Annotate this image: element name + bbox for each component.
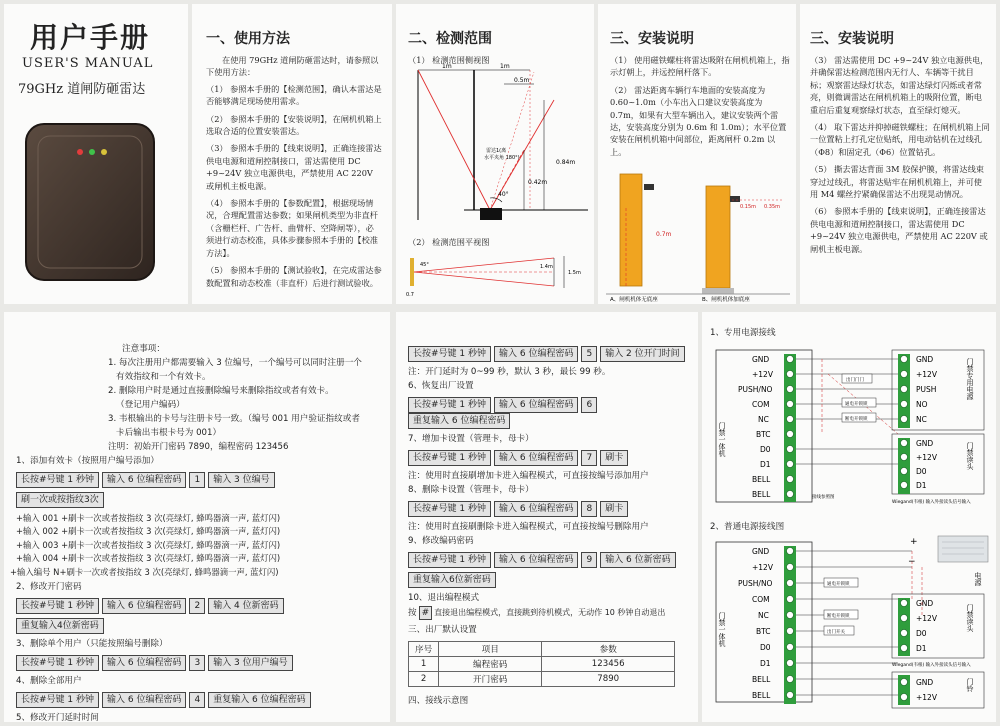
radar-device-image [24, 122, 158, 284]
table-row [409, 657, 675, 672]
range-heading: 二、检测范围 [408, 31, 492, 47]
plan-label-45deg: 45° [420, 262, 429, 268]
step-10-line [408, 606, 690, 620]
term-label: BTC [756, 627, 771, 636]
seq-key: 9 [581, 552, 597, 568]
side-label-1m-a: 1m [442, 63, 452, 70]
seq-key: 输入 6 位编程密码 [494, 450, 578, 466]
psu-term: PUSH [916, 385, 937, 394]
step-2-sequence [16, 598, 380, 614]
step-3-title: 3、删除单个用户（只能按照编号删除） [16, 639, 168, 650]
side-label-1m-b: 1m [500, 63, 510, 70]
install-heading: 三、安装说明 [610, 31, 694, 47]
seq-key: 5 [581, 346, 597, 362]
wiring-panel [702, 312, 996, 722]
defaults-table [408, 641, 675, 687]
seq-key: 刷卡 [600, 501, 628, 517]
term-label: GND [752, 547, 770, 556]
relay-close-label-2: 断电开锁锁 [827, 614, 850, 619]
install2-item-6: （6） 参照本手册的【线束说明】，正确连接雷达供电电源和道闸控制接口，雷达需使用 DC +9~24V 独立电源供电，严禁使用 AC 220V 或闸机主板电源。 [810, 206, 988, 254]
seq-key: 输入 3 位用户编号 [208, 655, 292, 671]
seq-key: 刷一次或按指纹3次 [16, 492, 104, 508]
notes-line-3: 2. 删除用户时是通过直接删除编号来删除指纹或者有效卡。 [108, 386, 334, 396]
bell-label: 门铃 [966, 678, 974, 692]
install2-item-5: （5） 撕去雷达背面 3M 胶保护膜，将雷达线束穿过过线孔，将雷达贴牢在闸机机箱上，并可使用 M4 螺丝拧紧确保雷达不出现晃动情况。 [810, 164, 984, 200]
cover-title: 用户手册 [30, 21, 151, 54]
psu-plus-sign: + [910, 537, 918, 547]
term-label: BELL [752, 475, 771, 484]
weigand-note-2: Wiegand(韦根) 输入外接读头信号输入 [892, 663, 971, 668]
seq-key: 刷卡 [600, 450, 628, 466]
reader-label-1: 门禁读头 [966, 442, 974, 470]
step-4-title: 4、删除全部用户 [16, 676, 82, 687]
table-header-row [409, 642, 675, 657]
table-header-cell: 参数 [542, 642, 675, 657]
step-4-sequence [16, 692, 380, 708]
side-label-084m: 0.84m [556, 159, 576, 166]
side-label-05m: 0.5m [514, 77, 530, 84]
step-7-note: 注：使用时直接刷增加卡进入编程模式，可直接按编号添加用户 [408, 471, 649, 481]
relay-open-label-2: 通电开锁锁 [827, 582, 850, 587]
notes-line-1: 1. 每次注册用户都需要输入 3 位编号，一个编号可以同时注册一个 [108, 358, 362, 368]
notes-line-6: 卡后输出韦根卡号为 001） [116, 428, 222, 438]
fig-label-015m: 0.15m [740, 204, 757, 210]
usage-heading: 一、使用方法 [206, 31, 290, 47]
term-label: BELL [752, 691, 771, 700]
seq-key: 输入 6 位编程密码 [102, 692, 186, 708]
table-header-cell: 序号 [409, 642, 439, 657]
exit-button-label: 出门门门 [846, 378, 864, 383]
side-label-radar-2: 水平夹角 180°) [484, 155, 520, 161]
install-figure [606, 154, 790, 302]
unit-label-2: 门禁一体机 [718, 612, 726, 647]
step-9-sequence [408, 552, 690, 568]
reader-term: D0 [916, 467, 927, 476]
range-plan-caption: （2） 检测范围平视图 [408, 237, 490, 247]
wiring-title-2: 2、普通电源接线图 [710, 522, 785, 532]
plan-view-diagram [404, 252, 588, 300]
table-row [409, 672, 675, 687]
wiring-diagrams [702, 312, 996, 722]
reader2-term: D1 [916, 644, 927, 653]
term-label: COM [752, 400, 770, 409]
seq-key: 长按#号键 1 秒钟 [408, 346, 491, 362]
seq-key: 重复输入4位新密码 [16, 618, 104, 634]
defaults-heading: 三、出厂默认设置 [408, 625, 477, 635]
plan-label-15m: 1.5m [568, 270, 581, 276]
step-5-sequence [408, 346, 690, 362]
term-label: GND [752, 355, 770, 364]
step-10-title: 10、退出编程模式 [408, 593, 480, 603]
side-label-radar-1: 雷达1(离 [486, 148, 507, 154]
step-1-sequence [16, 472, 380, 488]
seq-key: 输入 6 位编程密码 [102, 598, 186, 614]
usage-item-5: （5） 参照本手册的【测试验收】，在完成雷达参数配置和动态校准（非直杆）后进行测试验收。 [206, 265, 382, 288]
table-cell: 7890 [542, 672, 675, 687]
term-label: COM [752, 595, 770, 604]
fig-label-035m: 0.35m [764, 204, 781, 210]
install-panel [598, 4, 796, 304]
table-cell: 1 [409, 657, 439, 672]
table-cell: 编程密码 [439, 657, 542, 672]
add-line-3: +输入 003 +刷卡一次或者按指纹 3 次(亮绿灯, 蜂鸣器滴一声, 蓝灯闪) [16, 539, 281, 550]
seq-key: 长按#号键 1 秒钟 [16, 598, 99, 614]
usage-item-4: （4） 参照本手册的【参数配置】，根据现场情况，合理配置雷达参数；如果闸机类型为非直杆（含栅栏杆、广告杆、曲臂杆、空降闸等），必须进行动态校准，具体步骤参照本手册的【校准方法】。 [206, 198, 378, 258]
term-label: +12V [752, 563, 773, 572]
reader-term: D1 [916, 481, 927, 490]
exit-prefix: 按 [408, 608, 417, 618]
step-7-title: 7、增加卡设置（管理卡，母卡） [408, 434, 534, 444]
install2-heading: 三、安装说明 [810, 31, 894, 47]
term-label: BTC [756, 430, 771, 439]
seq-key: 输入 6 位编程密码 [494, 501, 578, 517]
reader2-term: +12V [916, 614, 937, 623]
psu-term: GND [916, 355, 934, 364]
seq-key: 长按#号键 1 秒钟 [16, 472, 99, 488]
seq-key: 输入 6 位编程密码 [102, 472, 186, 488]
term-label: PUSH/NO [738, 579, 773, 588]
term-label: D0 [760, 643, 771, 652]
term-label: D1 [760, 659, 771, 668]
seq-key: 4 [189, 692, 205, 708]
cover-product: 79GHz 道闸防砸雷达 [18, 82, 146, 97]
psu-term: NO [916, 400, 928, 409]
seq-key: 输入 6 位新密码 [600, 552, 675, 568]
install2-item-4: （4） 取下雷达并抑掉磁铁螺柱；在闸机机箱上同一位置粘上打孔定位贴纸，用电动钻机在过线孔（Φ8）和固定孔（Φ6）位置钻孔。 [810, 122, 990, 157]
seq-key: 长按#号键 1 秒钟 [408, 397, 491, 413]
term-label: NC [758, 611, 769, 620]
seq-key: 2 [189, 598, 205, 614]
usage-panel [192, 4, 392, 304]
step-2-title: 2、修改开门密码 [16, 582, 82, 593]
table-cell: 2 [409, 672, 439, 687]
seq-key: 输入 4 位新密码 [208, 598, 283, 614]
seq-key: 6 [581, 397, 597, 413]
wiring-ref-label: 接线参照图 [812, 495, 835, 500]
install2-panel [800, 4, 996, 304]
seq-key: 输入 6 位编程密码 [494, 552, 578, 568]
step-8-title: 8、删除卡设置（管理卡，母卡） [408, 485, 534, 495]
exit-button-label-2: 出门开关 [827, 630, 845, 635]
notes-line-5: 3. 韦根输出的卡号与注册卡号一致。（编号 001 用户验证指纹或者 [108, 414, 360, 424]
reader2-term: GND [916, 599, 934, 608]
relay-open-label: 通电开锁锁 [845, 402, 868, 407]
term-label: BELL [752, 675, 771, 684]
psu-label-1: 门禁专用电源 [966, 358, 974, 400]
fig-caption-b: B、闸机机体加底座 [702, 297, 750, 302]
reader-term: +12V [916, 453, 937, 462]
step-8-sequence [408, 501, 690, 517]
term-label: NC [758, 415, 769, 424]
term-label: D1 [760, 460, 771, 469]
fig-label-07m: 0.7m [656, 231, 672, 238]
wiring-title-1: 1、专用电源接线 [710, 328, 776, 338]
wiring-heading: 四、接线示意图 [408, 696, 469, 706]
step-6-title: 6、恢复出厂设置 [408, 381, 474, 391]
psu-term: NC [916, 415, 927, 424]
step-9-sequence-b [408, 572, 690, 588]
plan-label-07: 0.7 [406, 292, 414, 298]
seq-key: 长按#号键 1 秒钟 [408, 552, 491, 568]
bell-term: GND [916, 678, 934, 687]
exit-text: 直接退出编程模式，直接跳到待机模式，无动作 10 秒钟自动退出 [434, 608, 666, 617]
usage-item-2: （2） 参照本手册的【安装说明】，在闸机机箱上选取合适的位置安装雷达。 [206, 113, 382, 137]
fig-caption-a: A、闸机机体无底座 [610, 297, 658, 302]
weigand-note-1: Wiegand(韦根) 输入外接读头信号输入 [892, 500, 971, 505]
notes-line-2: 有效指纹和一个有效卡。 [116, 372, 211, 382]
table-cell: 123456 [542, 657, 675, 672]
term-label: PUSH/NO [738, 385, 773, 394]
usage-item-1: （1） 参照本手册的【检测范围】，确认本雷达是否能够满足现场使用需求。 [206, 83, 382, 107]
psu-term: +12V [916, 370, 937, 379]
step-3-sequence [16, 655, 380, 671]
side-view-diagram [404, 60, 588, 230]
side-label-40deg: 40° [498, 191, 509, 198]
relay-close-label: 断电开锁锁 [845, 417, 868, 422]
seq-key: 长按#号键 1 秒钟 [408, 501, 491, 517]
term-label: D0 [760, 445, 771, 454]
seq-key: 长按#号键 1 秒钟 [16, 655, 99, 671]
psu-label-2: 电源 [974, 572, 982, 586]
install-item-2: （2） 雷达距离车辆行车地面的安装高度为 0.60~1.0m（小车出入口建议安装高度为 0.7m，如果有大型车辆出入，建议安装两个雷达，安装高度分别为 0.6m 和 1.0m）；水平位置安装在闸机机箱中间部位，距离闸杆 0.2m 以上。 [610, 84, 787, 157]
bell-term: +12V [916, 693, 937, 702]
seq-key: 重复输入6位新密码 [408, 572, 496, 588]
seq-key: 长按#号键 1 秒钟 [408, 450, 491, 466]
range-panel [396, 4, 594, 304]
term-label: +12V [752, 370, 773, 379]
add-line-4: +输入 004 +刷卡一次或者按指纹 3 次(亮绿灯, 蜂鸣器滴一声, 蓝灯闪) [16, 553, 281, 564]
seq-key: 1 [189, 472, 205, 488]
exit-key: # [419, 606, 433, 620]
step-5-note: 注：开门延时为 0~99 秒，默认 3 秒，最长 99 秒。 [408, 367, 611, 377]
seq-key: 输入 2 位开门时间 [600, 346, 684, 362]
notes-title: 注意事项： [122, 344, 165, 354]
seq-key: 输入 6 位编程密码 [102, 655, 186, 671]
side-label-042m: 0.42m [528, 179, 548, 186]
usage-intro: 在使用 79GHz 道闸防砸雷达时，请参照以下使用方法： [206, 55, 379, 78]
plan-label-14m: 1.4m [540, 264, 553, 270]
seq-key: 8 [581, 501, 597, 517]
range-side-caption: （1） 检测范围侧视图 [408, 55, 490, 65]
notes-panel [4, 312, 390, 722]
reader-label-2: 门禁读头 [966, 604, 974, 632]
step-1-title: 1、添加有效卡（按照用户编号添加） [16, 456, 159, 466]
seq-key: 7 [581, 450, 597, 466]
seq-key: 重复输入 6 位编程密码 [408, 413, 510, 429]
step-5-title: 5、修改开门延时时间 [16, 713, 99, 722]
install2-item-3: （3） 雷达需使用 DC +9~24V 独立电源供电，并确保雷达检测范围内无行人、车辆等干扰目标；观察雷达绿灯状态，如雷达绿灯闪烁或者常亮，则微调雷达在闸机机箱上的吸附位置，断电重启后重复观察绿灯状态，直至绿灯熄灭。 [810, 55, 989, 115]
seq-key: 输入 6 位编程密码 [494, 397, 578, 413]
seq-key: 输入 6 位编程密码 [494, 346, 578, 362]
term-label: BELL [752, 490, 771, 499]
install-item-1: （1） 使用磁铁螺柱将雷达吸附在闸机机箱上，指示灯朝上，并远控闸杆落下。 [610, 55, 790, 78]
usage-item-3: （3） 参照本手册的【线束说明】，正确连接雷达供电电源和道闸控制接口，雷达需使用 DC +9~24V 独立电源供电，严禁使用 AC 220V 或闸机主板电源。 [206, 143, 382, 191]
unit-label-1: 门禁一体机 [718, 422, 726, 457]
step-2-sequence-b [16, 618, 380, 634]
notes-defaults: 注明：初始开门密码 7890，编程密码 123456 [108, 442, 289, 452]
settings-panel [396, 312, 698, 722]
step-9-title: 9、修改编码密码 [408, 536, 474, 546]
cover-panel [4, 4, 188, 304]
psu-minus-sign: − [908, 557, 916, 567]
cover-subtitle: USER'S MANUAL [22, 56, 154, 71]
seq-key: 长按#号键 1 秒钟 [16, 692, 99, 708]
step-7-sequence [408, 450, 690, 466]
psu-device-image [938, 536, 988, 562]
add-line-2: +输入 002 +刷卡一次或者按指纹 3 次(亮绿灯, 蜂鸣器滴一声, 蓝灯闪) [16, 526, 281, 537]
notes-line-4: （登记用户编码） [116, 400, 185, 410]
step-6-sequence [408, 397, 690, 429]
step-1-sequence-b [16, 492, 380, 508]
step-8-note: 注：使用时直接刷删除卡进入编程模式，可直接按编号删除用户 [408, 522, 649, 532]
reader2-term: D0 [916, 629, 927, 638]
add-line-5: +输入编号 N+刷卡一次或者按指纹 3 次(亮绿灯, 蜂鸣器滴一声, 蓝灯闪) [10, 566, 279, 577]
seq-key: 输入 3 位编号 [208, 472, 274, 488]
reader-term: GND [916, 439, 934, 448]
seq-key: 3 [189, 655, 205, 671]
add-line-1: +输入 001 +刷卡一次或者按指纹 3 次(亮绿灯, 蜂鸣器滴一声, 蓝灯闪) [16, 513, 281, 523]
seq-key: 重复输入 6 位编程密码 [208, 692, 310, 708]
table-header-cell: 项目 [439, 642, 542, 657]
table-cell: 开门密码 [439, 672, 542, 687]
